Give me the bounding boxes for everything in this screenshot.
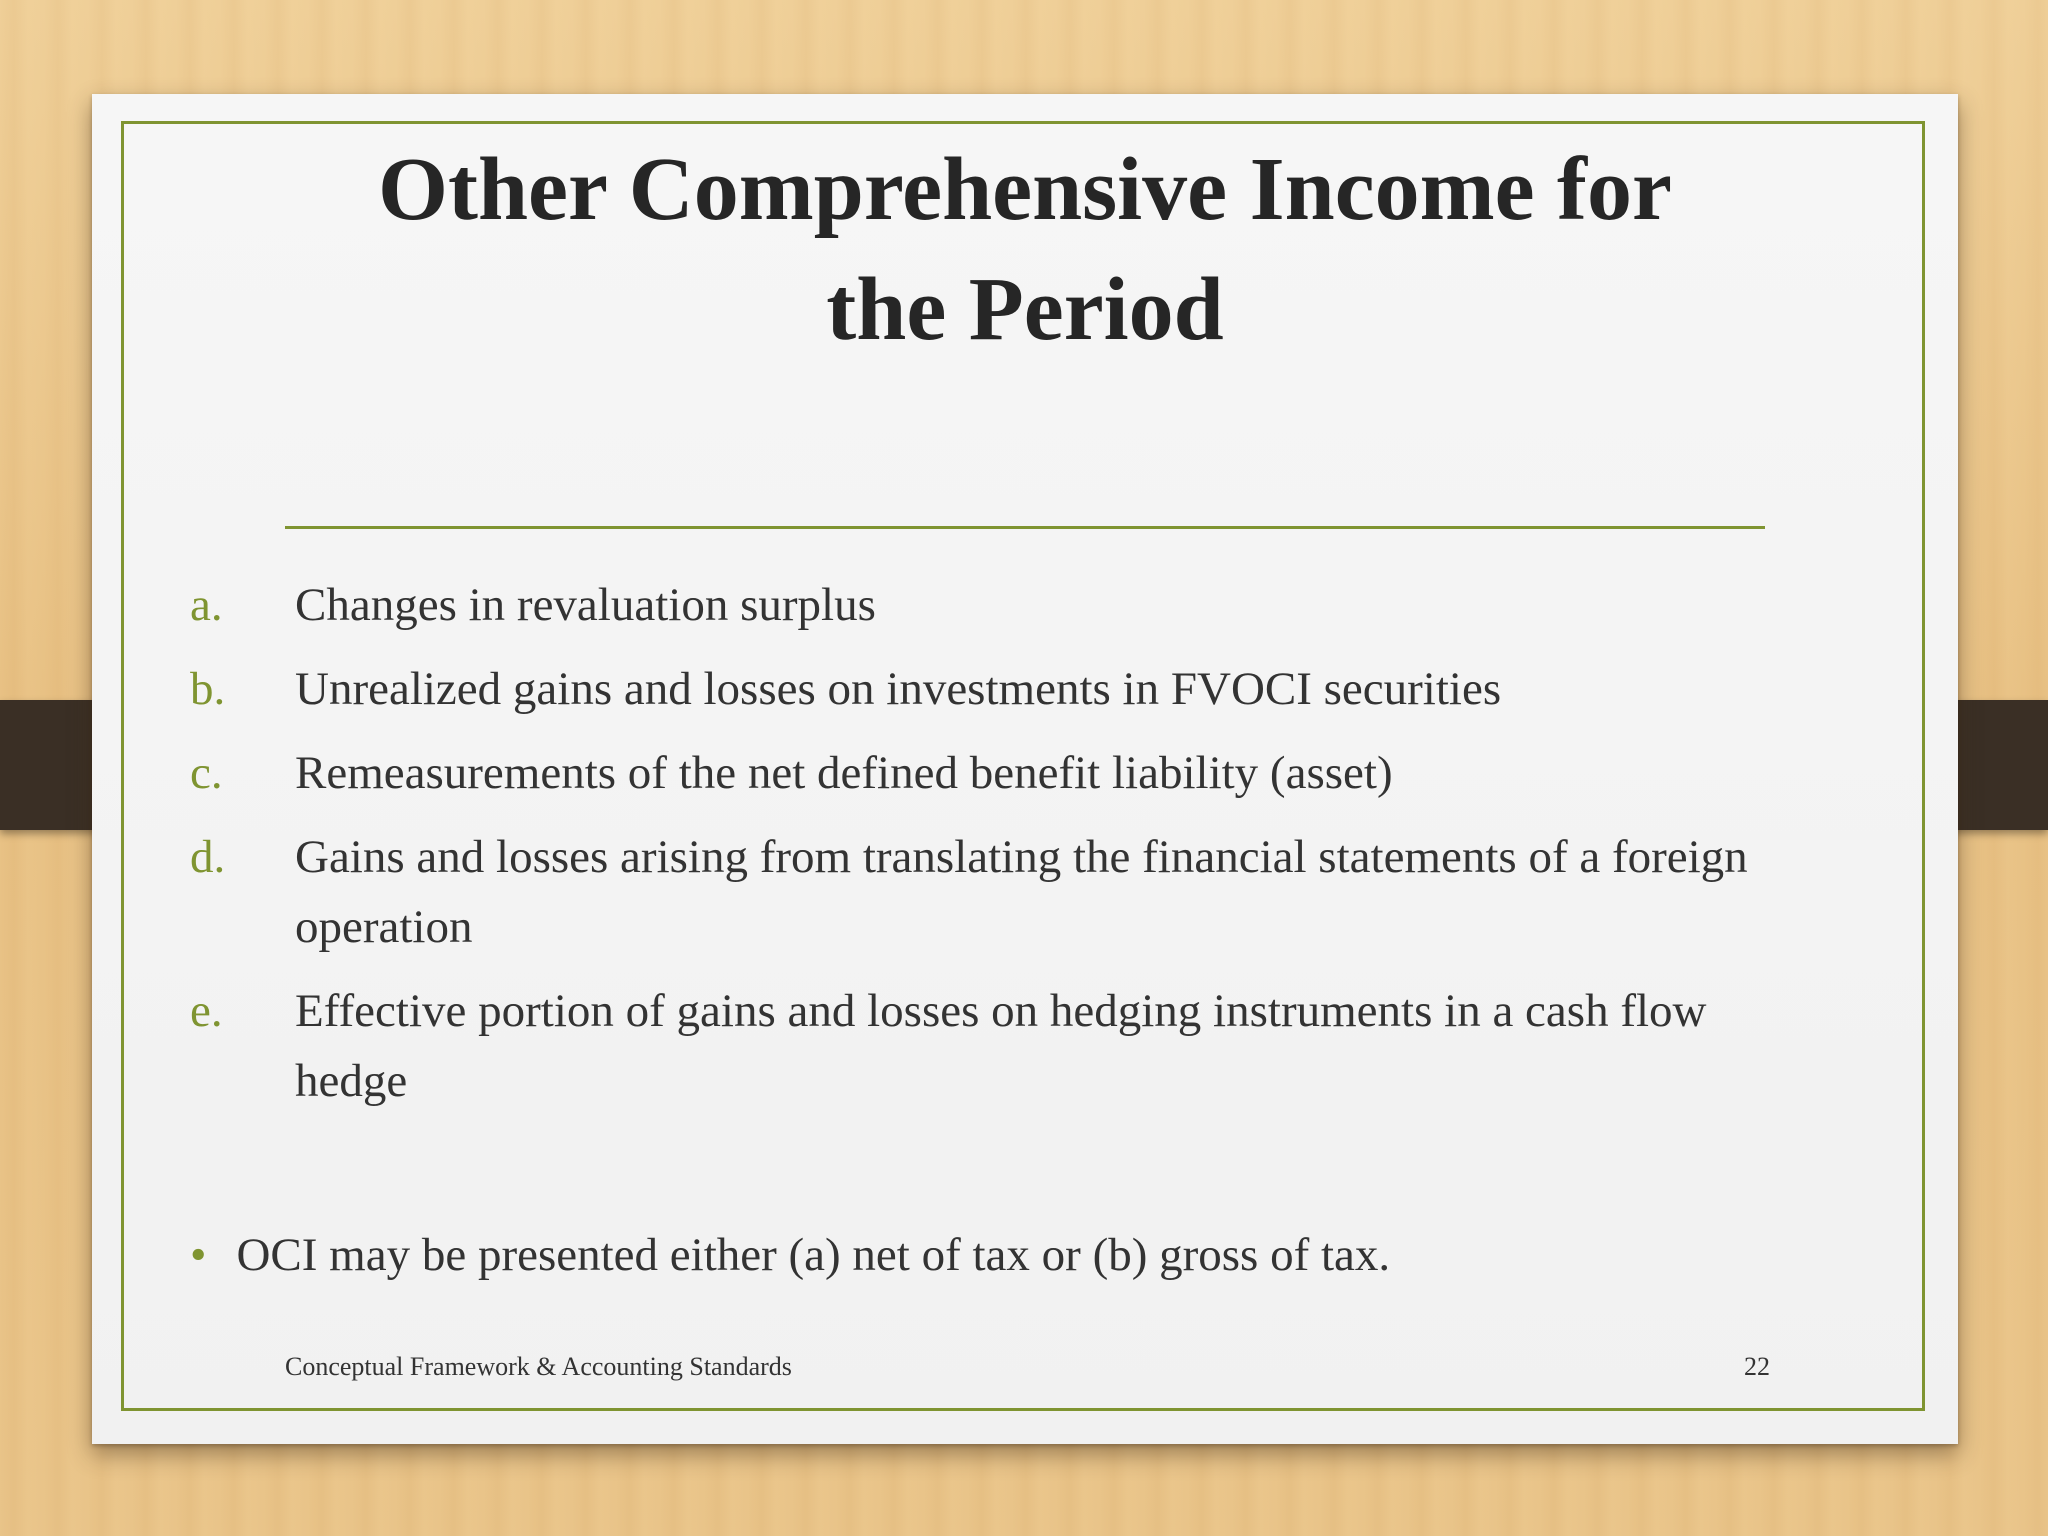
- slide-title: [92, 130, 1958, 370]
- list-item-a: [190, 570, 1790, 640]
- list-item-c: [190, 738, 1790, 808]
- list-marker: c.: [190, 747, 223, 799]
- page-number: 22: [1744, 1352, 1770, 1381]
- bullet-dot-icon: •: [190, 1229, 207, 1281]
- list-item-text: Effective portion of gains and losses on hedging instruments in a cash flow hedge: [295, 985, 1707, 1107]
- list-marker: b.: [190, 663, 226, 715]
- footer-course-title: Conceptual Framework & Accounting Standards: [285, 1352, 792, 1381]
- list-marker: a.: [190, 579, 223, 631]
- list-item-text: Unrealized gains and losses on investments in FVOCI securities: [295, 663, 1502, 715]
- list-item-text: Remeasurements of the net defined benefit liability (asset): [295, 747, 1393, 799]
- list-item-d: [190, 822, 1790, 962]
- oci-presentation-note: [190, 1220, 1390, 1290]
- list-item-text: Changes in revaluation surplus: [295, 579, 876, 631]
- list-item-b: [190, 654, 1790, 724]
- list-item-e: [190, 976, 1790, 1116]
- slide-title-line-2: the Period: [826, 260, 1224, 359]
- slide-title-line-1: Other Comprehensive Income for: [378, 140, 1672, 239]
- list-marker: e.: [190, 985, 223, 1037]
- title-divider: [285, 526, 1765, 529]
- list-marker: d.: [190, 831, 226, 883]
- bullet-text: OCI may be presented either (a) net of tax or (b) gross of tax.: [236, 1229, 1391, 1281]
- list-item-text: Gains and losses arising from translating the financial statements of a foreign operation: [295, 831, 1748, 953]
